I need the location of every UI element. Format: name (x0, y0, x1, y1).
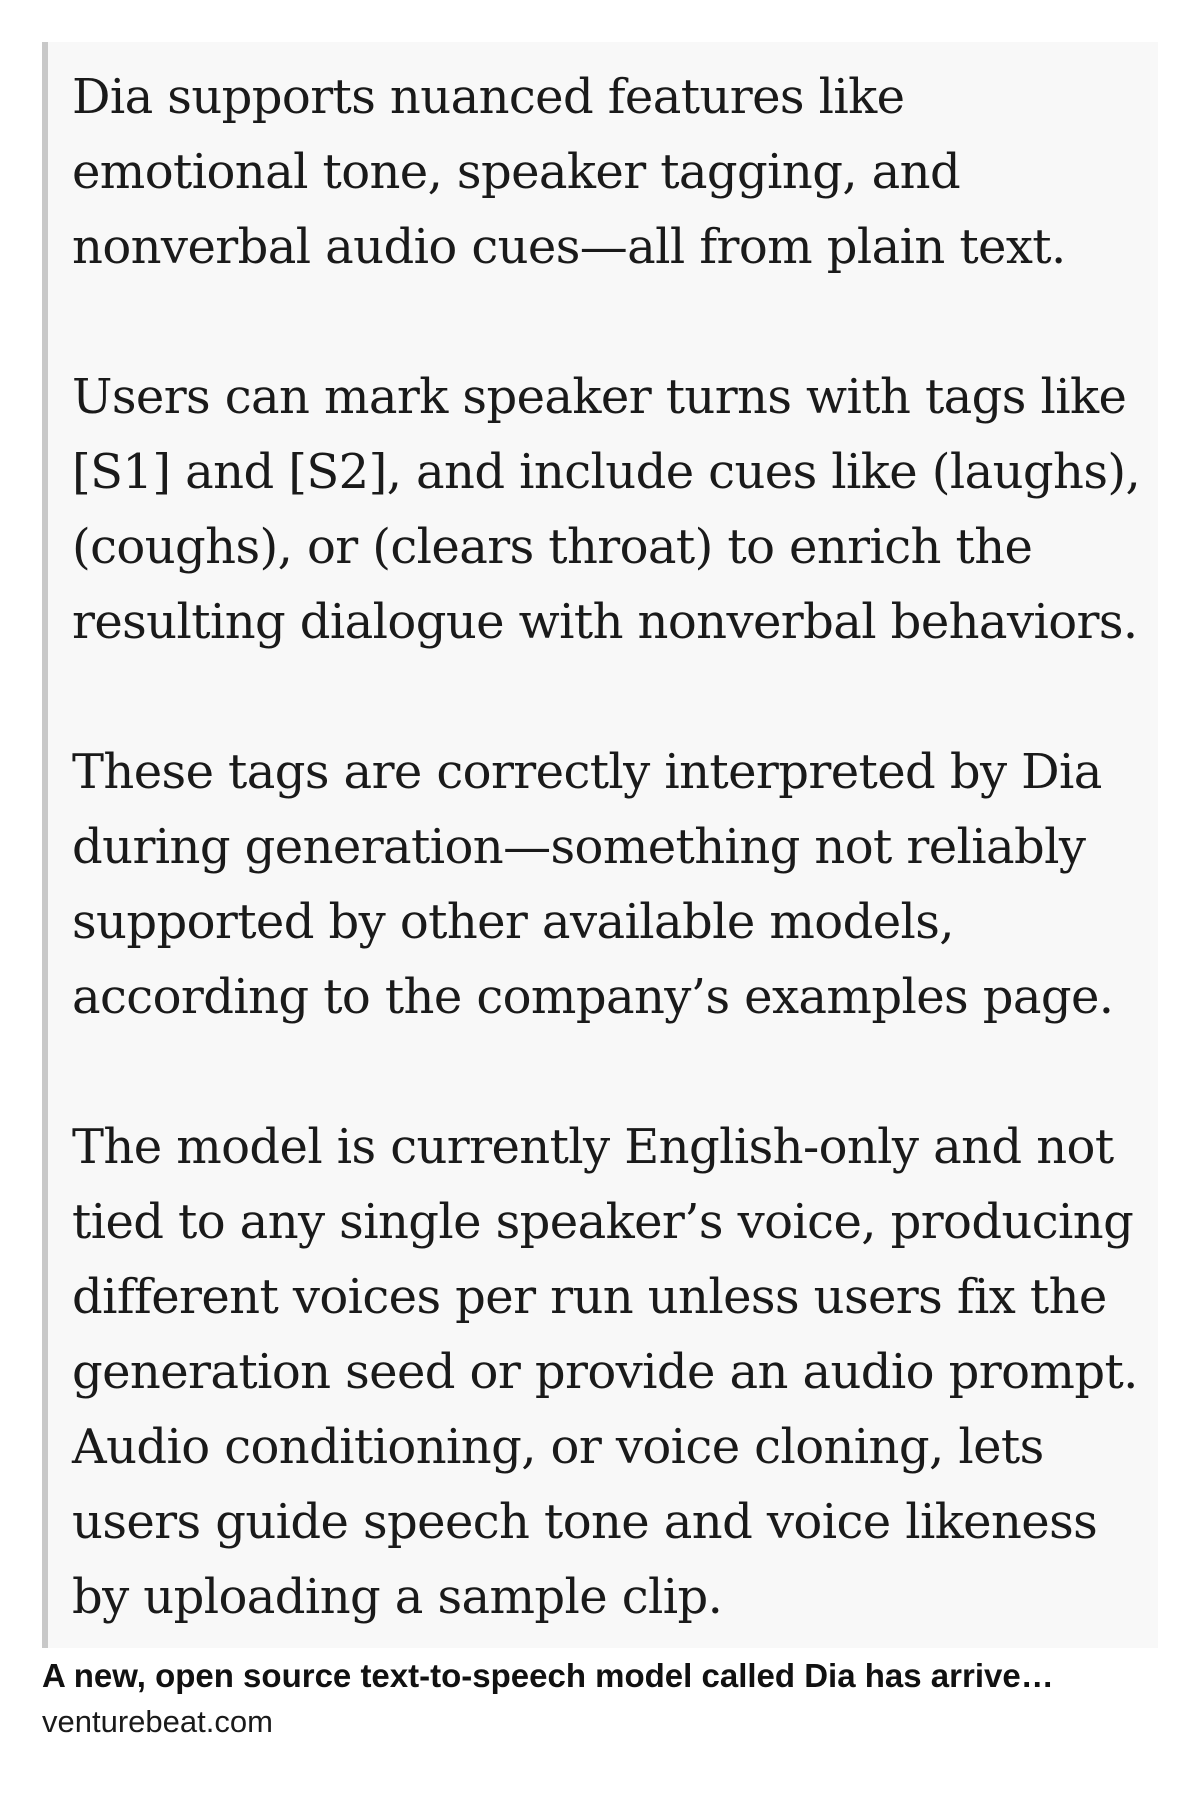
quote-paragraph-2: Users can mark speaker turns with tags like [S1] and [S2], and include cues like (laughs), (coughs), or (clears throat) to enrich the resulting dialogue with nonverbal behaviors. (72, 369, 1141, 650)
link-domain[interactable]: venturebeat.com (42, 1704, 273, 1739)
quote-paragraph-3: These tags are correctly interpreted by Dia during generation—something not reliably supported by other available models, according to the company’s examples page. (72, 744, 1114, 1025)
quote-paragraph-1: Dia supports nuanced features like emotional tone, speaker tagging, and nonverbal audio cues—all from plain text. (72, 69, 1066, 275)
blockquote (42, 42, 1158, 1648)
quote-text (72, 60, 1152, 1635)
quote-paragraph-4: The model is currently English-only and not tied to any single speaker’s voice, producing different voices per run unless users fix the generation seed or provide an audio prompt. Audio conditioning, or voice cloning, lets users guide speech tone and voice likeness by uploading a sample clip. (72, 1119, 1138, 1625)
quote-bar (42, 42, 48, 1648)
link-title[interactable]: A new, open source text-to-speech model called Dia has arrive… (42, 1657, 1054, 1694)
link-preview-card[interactable] (42, 1654, 1158, 1744)
